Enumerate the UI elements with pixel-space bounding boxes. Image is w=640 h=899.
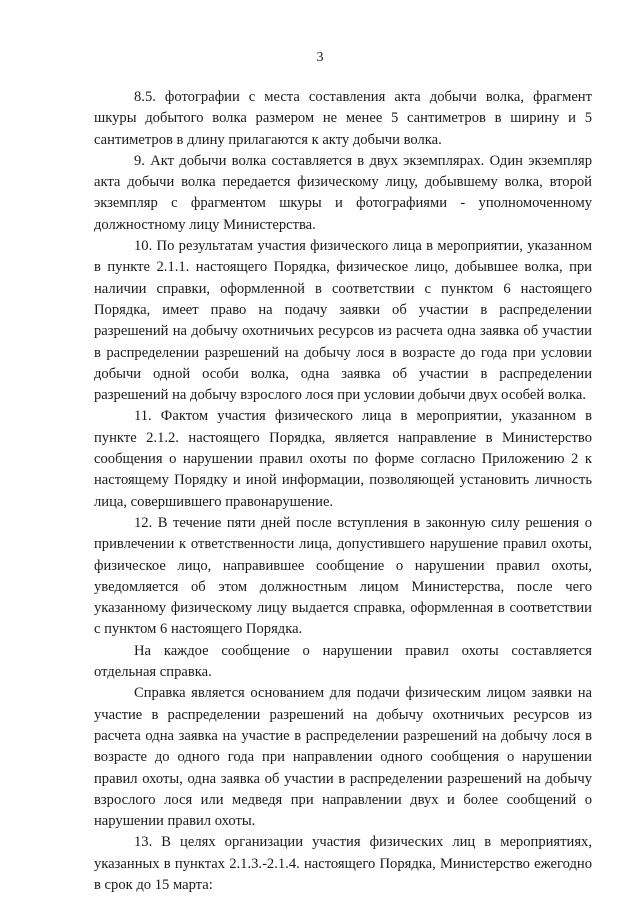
paragraph-11: 11. Фактом участия физического лица в мероприятии, указанном в пункте 2.1.2. настоящего Порядка, является направление в Министерство сообщения о нарушении правил охоты по форме согласно Приложению 2 к настоящему Порядку и иной информации, позволяющей установить личность лица, совершившего правонарушение. xyxy=(94,408,592,510)
paragraph-8-5: 8.5. фотографии с места составления акта добычи волка, фрагмент шкуры добытого волка размером не менее 5 сантиметров в ширину и 5 сантиметров в длину прилагаются к акту добычи волка. xyxy=(94,89,592,148)
paragraph-10: 10. По результатам участия физического лица в мероприятии, указанном в пункте 2.1.1. настоящего Порядка, физическое лицо, добывшее волка, при наличии справки, оформленной в соответствии с пунктом 6 настоящего Порядка, имеет право на подачу заявки об участии в распределении разрешений на добычу охотничьих ресурсов из расчета одна заявка об участии в распределении разрешений на добычу лося в возрасте до года при условии добычи одной особи волка, одна заявка об участии в распределении разрешений на добычу взрослого лося при условии добычи двух особей волка. xyxy=(94,238,592,404)
paragraph-12-certificate-basis: Справка является основанием для подачи физическим лицом заявки на участие в распределении разрешений на добычу охотничьих ресурсов из расчета одна заявка на участие в распределении разрешений на добычу лося в возрасте до одного года при направлении одного сообщения о нарушении правил охоты, одна заявка об участии в распределении разрешений на добычу взрослого лося или медведя при направлении двух и более сообщений о нарушении правил охоты. xyxy=(94,685,592,830)
page-number: 3 xyxy=(316,50,324,65)
paragraph-12: 12. В течение пяти дней после вступления в законную силу решения о привлечении к ответственности лица, допустившего нарушение правил охоты, физическое лицо, направившее сообщение о нарушении правил охоты, уведомляется об этом должностным лицом Министерства, после чего указанному физическому лицу выдается справка, оформленная в соответствии с пунктом 6 настоящего Порядка. xyxy=(94,514,592,638)
document-body xyxy=(94,87,592,896)
paragraph-13: 13. В целях организации участия физических лиц в мероприятиях, указанных в пунктах 2.1.3.-2.1.4. настоящего Порядка, Министерство ежегодно в срок до 15 марта: xyxy=(94,834,592,893)
paragraph-9: 9. Акт добычи волка составляется в двух экземплярах. Один экземпляр акта добычи волка передается физическому лицу, добывшему волка, второй экземпляр с фрагментом шкуры и фотографиями - уполномоченному должностному лицу Министерства. xyxy=(94,152,592,233)
paragraph-12-separate-certificate: На каждое сообщение о нарушении правил охоты составляется отдельная справка. xyxy=(94,642,592,681)
